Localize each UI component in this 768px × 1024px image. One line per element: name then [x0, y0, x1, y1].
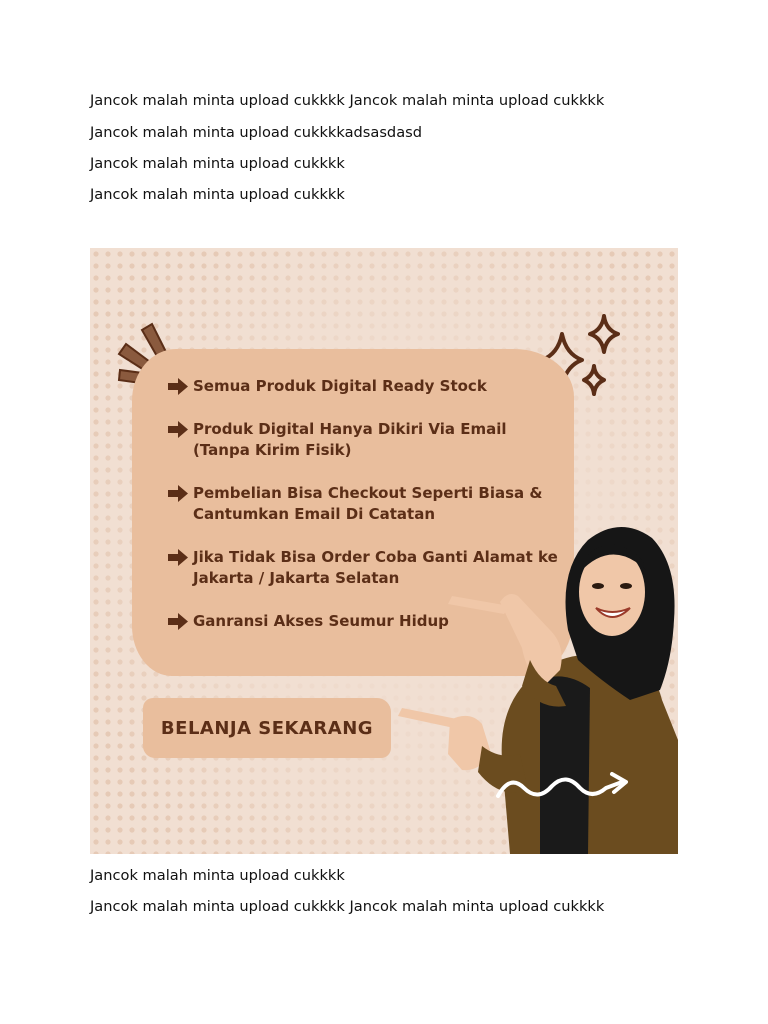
document-paragraph-4: Jancok malah minta upload cukkkk	[90, 186, 345, 203]
shop-now-button[interactable]: BELANJA SEKARANG	[143, 698, 391, 758]
document-paragraph-5: Jancok malah minta upload cukkkk	[90, 867, 345, 884]
info-item-4-line1: Jika Tidak Bisa Order Coba Ganti Alamat ke	[193, 548, 558, 566]
document-paragraph-1: Jancok malah minta upload cukkkk Jancok malah minta upload cukkkk	[90, 92, 605, 109]
arrow-right-icon	[166, 547, 190, 568]
arrow-right-icon	[166, 483, 190, 504]
arrow-right-icon	[166, 376, 190, 397]
info-item-1-line1: Semua Produk Digital Ready Stock	[193, 377, 487, 395]
squiggle-arrow-icon	[494, 768, 630, 810]
arrow-right-icon	[166, 611, 190, 632]
info-item-2	[166, 419, 507, 461]
info-item-3-line1: Pembelian Bisa Checkout Seperti Biasa &	[193, 484, 543, 502]
info-item-3-line2: Cantumkan Email Di Catatan	[193, 505, 435, 523]
info-item-2-line1: Produk Digital Hanya Dikiri Via Email	[193, 420, 507, 438]
document-paragraph-3: Jancok malah minta upload cukkkk	[90, 155, 345, 172]
document-paragraph-6: Jancok malah minta upload cukkkk Jancok malah minta upload cukkkk	[90, 898, 605, 915]
info-item-1	[166, 376, 487, 397]
info-item-4-line2: Jakarta / Jakarta Selatan	[193, 569, 400, 587]
arrow-right-icon	[166, 419, 190, 440]
document-paragraph-2: Jancok malah minta upload cukkkkadsasdasd	[90, 124, 423, 141]
promo-banner-image	[90, 248, 678, 854]
info-item-5-line1: Ganransi Akses Seumur Hidup	[193, 612, 449, 630]
info-item-2-line2: (Tanpa Kirim Fisik)	[193, 441, 352, 459]
